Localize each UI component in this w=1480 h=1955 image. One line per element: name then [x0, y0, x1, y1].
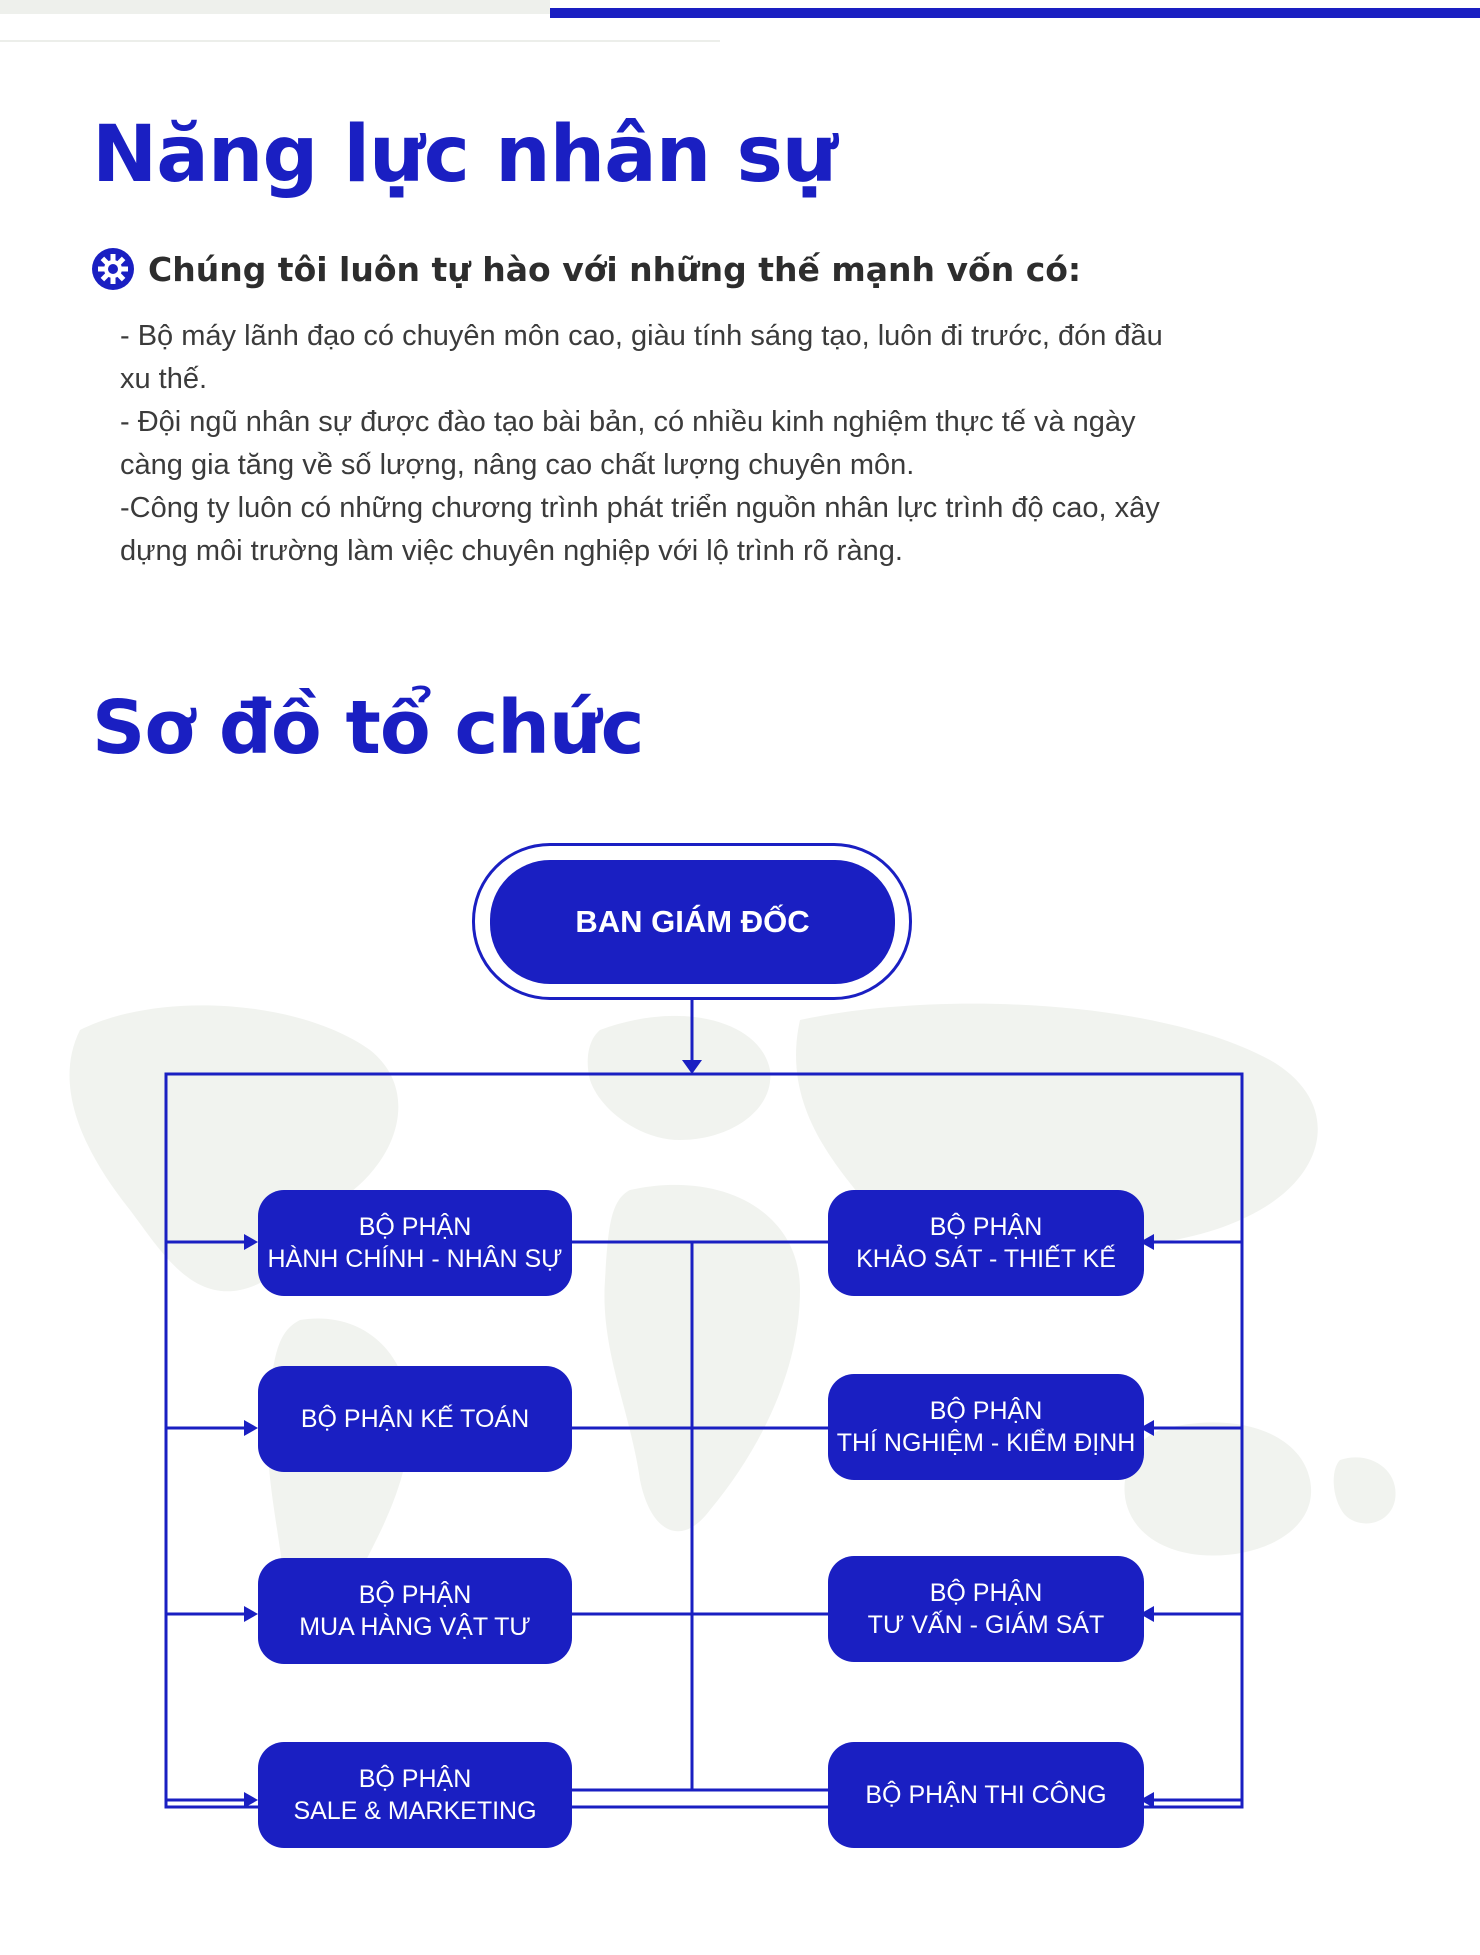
- org-node-survey-design: [828, 1190, 1144, 1296]
- org-node-construction: [828, 1742, 1144, 1848]
- org-node-ceo: BAN GIÁM ĐỐC: [490, 860, 895, 984]
- strength-line: -Công ty luôn có những chương trình phát triển nguồn nhân lực trình độ cao, xây: [120, 492, 1160, 524]
- section-title-org-chart: Sơ đồ tổ chức: [92, 685, 644, 771]
- node-line: BỘ PHẬN KẾ TOÁN: [300, 1405, 530, 1433]
- node-line: BỘ PHẬN: [929, 1213, 1043, 1241]
- node-line: BỘ PHẬN: [358, 1581, 472, 1609]
- org-node-testing-inspection: [828, 1374, 1144, 1480]
- org-node-purchasing: [258, 1558, 572, 1664]
- strength-line: - Bộ máy lãnh đạo có chuyên môn cao, giàu tính sáng tạo, luôn đi trước, đón đầu: [120, 320, 1163, 352]
- org-node-accounting: [258, 1366, 572, 1472]
- node-line: MUA HÀNG VẬT TƯ: [299, 1613, 531, 1641]
- org-node-admin-hr: [258, 1190, 572, 1296]
- node-line: BỘ PHẬN: [929, 1579, 1043, 1607]
- node-line: SALE & MARKETING: [293, 1797, 537, 1825]
- strength-line: xu thế.: [120, 363, 208, 395]
- node-line: THÍ NGHIỆM - KIỂM ĐỊNH: [836, 1429, 1136, 1457]
- strength-line: càng gia tăng về số lượng, nâng cao chất lượng chuyên môn.: [120, 449, 915, 481]
- node-line: HÀNH CHÍNH - NHÂN SỰ: [267, 1245, 563, 1273]
- strength-line: - Đội ngũ nhân sự được đào tạo bài bản, có nhiều kinh nghiệm thực tế và ngày: [120, 406, 1136, 438]
- org-node-sales-marketing: [258, 1742, 572, 1848]
- strength-line: dựng môi trường làm việc chuyên nghiệp với lộ trình rõ ràng.: [120, 535, 903, 567]
- intro-text: Chúng tôi luôn tự hào với những thế mạnh vốn có:: [148, 249, 1082, 289]
- section-title-staff: Năng lực nhân sự: [92, 110, 837, 200]
- org-node-consulting-supervision: [828, 1556, 1144, 1662]
- node-line: BỘ PHẬN: [358, 1765, 472, 1793]
- node-line: KHẢO SÁT - THIẾT KẾ: [856, 1245, 1116, 1273]
- node-line: BỘ PHẬN: [358, 1213, 472, 1241]
- node-line: BỘ PHẬN: [929, 1397, 1043, 1425]
- node-line: BỘ PHẬN THI CÔNG: [865, 1781, 1107, 1809]
- node-line: TƯ VẤN - GIÁM SÁT: [867, 1611, 1105, 1639]
